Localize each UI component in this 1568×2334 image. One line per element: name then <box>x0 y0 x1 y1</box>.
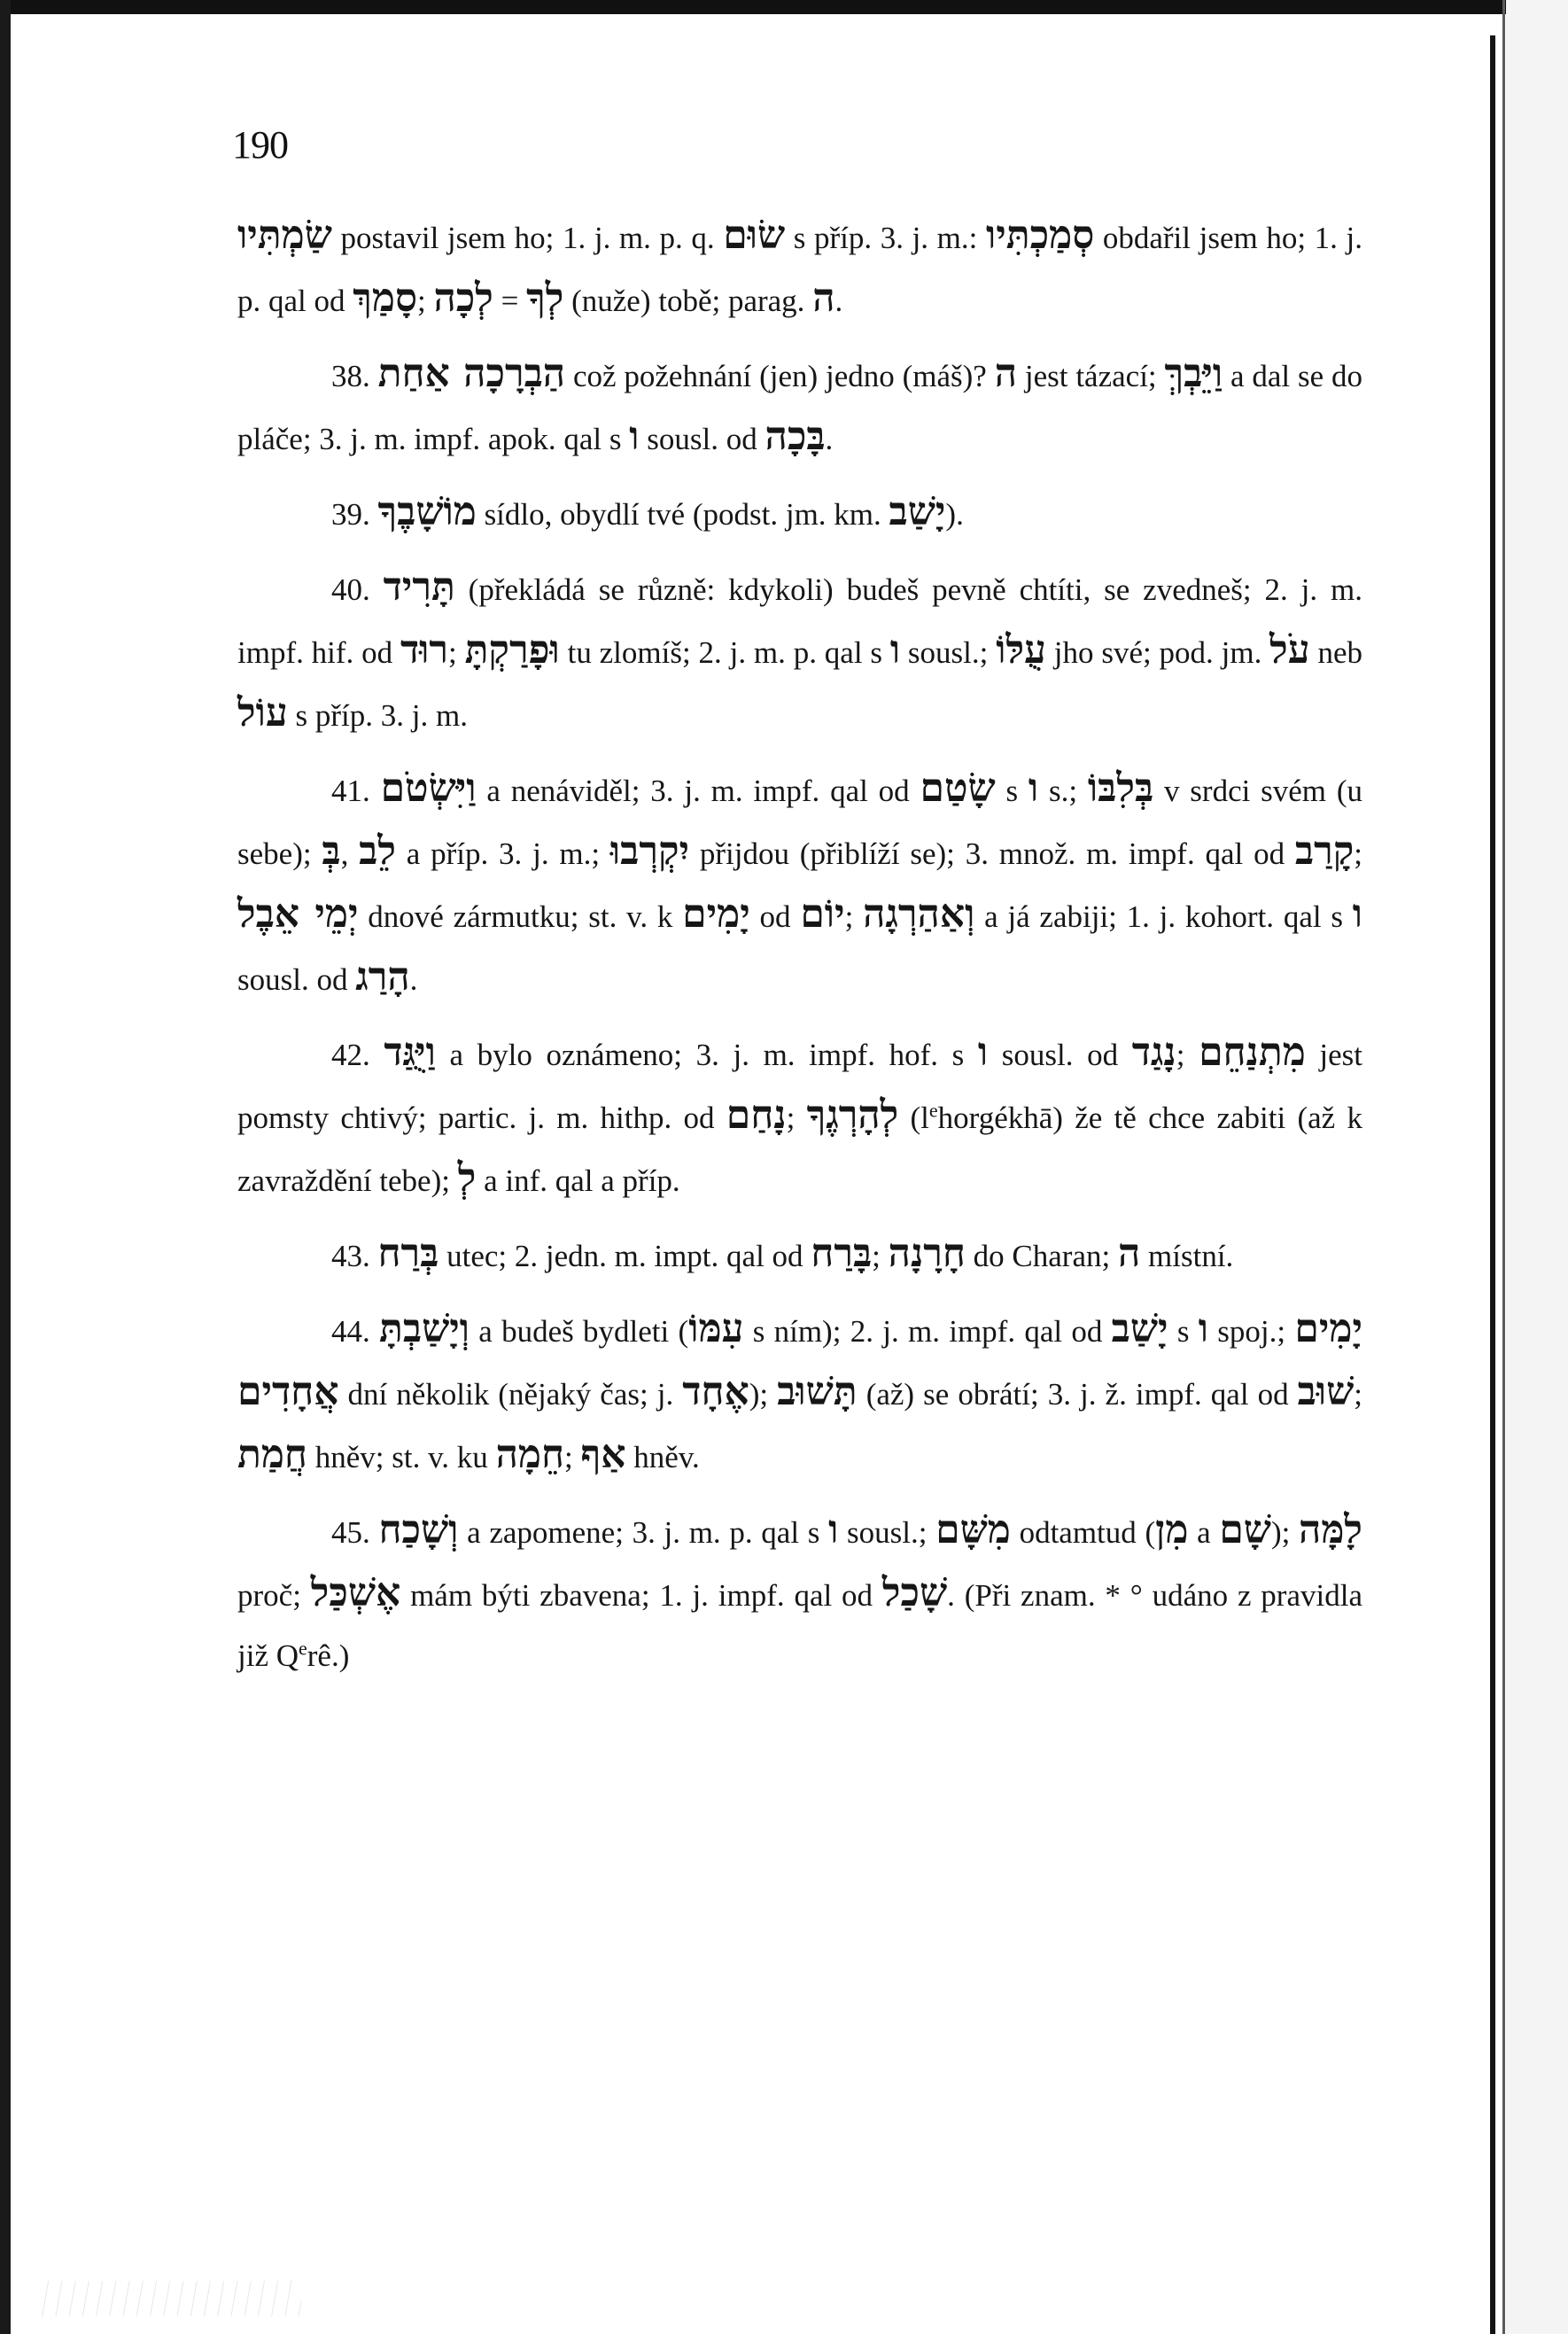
hebrew-word: שָׂטַם <box>920 766 996 811</box>
text-run: což požehnání (jen) jedno (máš)? <box>565 359 995 393</box>
text-run: jest pomsty chtivý; partic. j. m. hithp. od <box>237 1038 1363 1135</box>
hebrew-word: לְךָ <box>526 276 564 321</box>
paragraph-45 <box>237 1500 1362 1686</box>
text-run: v srdci svém (u sebe); <box>237 774 1362 871</box>
page-number: 190 <box>232 123 288 167</box>
text-run: a dal se do pláče; 3. j. m. impf. apok. qal s <box>237 359 1362 456</box>
hebrew-word: בְּרַח <box>377 1231 439 1276</box>
hebrew-word: שׁוּב <box>1297 1369 1355 1414</box>
hebrew-word: וְאַהַרְגָה <box>863 891 975 937</box>
hebrew-word: ו <box>977 1030 989 1075</box>
text-run: (l <box>898 1101 929 1135</box>
text-run: ; <box>1354 836 1362 871</box>
text-run: ; <box>844 899 864 934</box>
hebrew-word: אֶחָד <box>682 1369 749 1414</box>
paragraph-39 <box>237 482 1362 545</box>
text-run: 39. <box>331 497 378 532</box>
text-run: rê.) <box>307 1638 350 1673</box>
text-run: sídlo, obydlí tvé (podst. jm. km. <box>476 497 889 532</box>
hebrew-word: הָרַג <box>355 954 410 1000</box>
hebrew-word: עֹל <box>1269 627 1310 673</box>
hebrew-word: מִשָּׁם <box>935 1507 1011 1552</box>
text-run: s příp. 3. j. m.: <box>785 221 986 255</box>
text-run: 45. <box>331 1515 379 1550</box>
text-run: sousl. od <box>988 1038 1132 1072</box>
text-run: jest tázací; <box>1017 359 1165 393</box>
text-run: sousl. od <box>237 962 356 997</box>
text-run: . <box>409 962 418 997</box>
text-run: (nuže) tobě; parag. <box>563 284 813 318</box>
hebrew-word: בָּרַח <box>811 1231 873 1276</box>
text-run: 41. <box>331 774 381 808</box>
text-run: (překládá se různě: kdykoli) budeš pevně chtíti, se zvedneš; 2. j. m. impf. hif. od <box>237 572 1362 670</box>
text-run: horgékhā) že tě chce zabiti (až k zavraždění tebe); <box>237 1101 1362 1198</box>
hebrew-word: אֶשְׁכַּל <box>310 1570 401 1615</box>
hebrew-word: עֻלּוֹ <box>996 627 1046 673</box>
text-run: a inf. qal a příp. <box>476 1163 680 1198</box>
text-run: (až) se obrátí; 3. j. ž. impf. qal od <box>857 1377 1298 1412</box>
text-run: tu zlomíš; 2. j. m. p. qal s <box>559 635 890 670</box>
hebrew-word: לְכָה <box>433 276 493 321</box>
hebrew-word: וַיֵּבְךְּ <box>1164 351 1223 396</box>
text-run: . <box>834 284 843 318</box>
text-run: obdařil jsem ho; 1. j. p. qal od <box>237 221 1362 318</box>
hebrew-word: יוֹם <box>800 891 845 937</box>
hebrew-word: שָׁכַל <box>881 1570 948 1615</box>
scan-edge-right-line <box>1490 35 1495 2334</box>
hebrew-word: רוּד <box>400 627 449 673</box>
hebrew-word: ה <box>1117 1231 1141 1276</box>
text-run: a zapomene; 3. j. m. p. qal s <box>458 1515 829 1550</box>
hebrew-word: לֵב <box>359 829 396 874</box>
text-run: a budeš bydleti ( <box>470 1314 689 1349</box>
hebrew-word: ו <box>889 627 901 673</box>
hebrew-word: הַבְרָכָה אַחַת <box>377 351 566 396</box>
hebrew-word: וְשָׁכַח <box>378 1507 459 1552</box>
hebrew-word: וּפָרַקְתָּ <box>464 627 560 673</box>
hebrew-word: מוֹשָׁבֶךָ <box>377 489 477 534</box>
hebrew-word: ו <box>629 414 640 459</box>
text-run: ). <box>945 497 964 532</box>
text-run: s <box>995 774 1029 808</box>
hebrew-word: ה <box>994 351 1018 396</box>
text-run: ; <box>786 1101 807 1135</box>
text-run: 38. <box>331 359 378 393</box>
hebrew-word: יָשַׁב <box>889 489 946 534</box>
text-run: ; <box>1176 1038 1199 1072</box>
hebrew-word: נָגַד <box>1131 1030 1176 1075</box>
hebrew-word: עִמּוֹ <box>688 1306 744 1351</box>
hebrew-word: ו <box>828 1507 839 1552</box>
text-run: s ním); 2. j. m. impf. qal od <box>743 1314 1112 1349</box>
text-run: sousl. od <box>639 422 765 456</box>
hebrew-word: בְּלִבּוֹ <box>1087 766 1154 811</box>
text-run: ); <box>749 1377 778 1412</box>
text-run: ; <box>417 284 434 318</box>
text-run: 43. <box>331 1239 378 1273</box>
hebrew-word: ו <box>1352 891 1362 937</box>
hebrew-word: וַיֻּגַּד <box>384 1030 436 1075</box>
text-run: sousl.; <box>838 1515 936 1550</box>
text-run: 40. <box>331 572 384 607</box>
hebrew-word: עוֹל <box>237 690 288 735</box>
text-run: s.; <box>1038 774 1088 808</box>
text-run: od <box>749 899 801 934</box>
text-run: a příp. 3. j. m.; <box>395 836 610 871</box>
scan-noise <box>35 2281 301 2316</box>
text-run: utec; 2. jedn. m. impt. qal od <box>439 1239 811 1273</box>
text-run: a já zabiji; 1. j. kohort. qal s <box>974 899 1353 934</box>
paragraph-37 <box>237 206 1362 331</box>
hebrew-word: חֵמָה <box>495 1432 564 1477</box>
hebrew-word: סְמַכְתִּיו <box>985 213 1095 258</box>
text-run: 42. <box>331 1038 384 1072</box>
scan-edge-right-line-thin <box>1502 0 1505 2334</box>
text-run: postavil jsem ho; 1. j. m. p. q. <box>331 221 724 255</box>
text-run: do Charan; <box>965 1239 1118 1273</box>
text-run: přijdou (přiblíží se); 3. množ. m. impf. qal od <box>689 836 1295 871</box>
hebrew-word: תָּרִיד <box>383 564 455 610</box>
page-body <box>237 206 1362 1699</box>
text-run: = <box>493 284 527 318</box>
text-run: ; <box>1354 1377 1362 1412</box>
hebrew-word: ו <box>1198 1306 1209 1351</box>
hebrew-word: קָרַב <box>1294 829 1355 874</box>
hebrew-word: מִתְנַחֵם <box>1199 1030 1306 1075</box>
hebrew-word: מִן <box>1155 1507 1189 1552</box>
hebrew-word: אַף <box>580 1432 626 1477</box>
hebrew-word: חֲמַת <box>237 1432 307 1477</box>
hebrew-word: יָמִים אֲחָדִים <box>237 1306 1363 1414</box>
text-run: s <box>1168 1314 1199 1349</box>
hebrew-word: יָשַׁב <box>1111 1306 1168 1351</box>
hebrew-word: יְמֵי אֵבֶל <box>237 891 359 937</box>
text-run: . (Při znam. * ° udáno z pravidla již Q <box>237 1578 1362 1673</box>
paragraph-38 <box>237 344 1362 470</box>
hebrew-word: וְיָשַׁבְתָּ <box>379 1306 470 1351</box>
paragraph-43 <box>237 1224 1362 1287</box>
hebrew-word: ו <box>1028 766 1039 811</box>
hebrew-word: ה <box>812 276 835 321</box>
text-run: hněv; st. v. ku <box>307 1440 496 1474</box>
text-run: ; <box>564 1440 581 1474</box>
text-run: neb <box>1309 635 1363 670</box>
text-run: proč; <box>237 1578 311 1613</box>
text-run: 44. <box>331 1314 380 1349</box>
text-run: a bylo oznámeno; 3. j. m. impf. hof. s <box>435 1038 978 1072</box>
text-run: jho své; pod. jm. <box>1045 635 1270 670</box>
hebrew-word: לָמָּה <box>1299 1507 1363 1552</box>
superscript-letter: e <box>928 1099 938 1122</box>
text-run: ; <box>872 1239 889 1273</box>
text-run: ; <box>448 635 465 670</box>
paragraph-42 <box>237 1023 1362 1211</box>
hebrew-word: יִקְרְבוּ <box>609 829 690 874</box>
text-run: s příp. 3. j. m. <box>287 698 468 733</box>
hebrew-word: תָּשׁוּב <box>777 1369 858 1414</box>
text-run: , <box>340 836 360 871</box>
paragraph-41 <box>237 759 1362 1010</box>
hebrew-word: לְ <box>457 1155 477 1201</box>
text-run: spoj.; <box>1208 1314 1295 1349</box>
text-run: ); <box>1270 1515 1300 1550</box>
hebrew-word: וַיִּשְׂטֹם <box>380 766 477 811</box>
scan-edge-left <box>0 0 11 2334</box>
paragraph-44 <box>237 1299 1362 1488</box>
text-run: sousl.; <box>900 635 997 670</box>
hebrew-word: בְּ <box>322 829 341 874</box>
paragraph-40 <box>237 557 1362 746</box>
hebrew-word: נָחַם <box>726 1093 787 1138</box>
hebrew-word: סָמַךְ <box>353 276 417 321</box>
text-run: odtamtud ( <box>1010 1515 1156 1550</box>
text-run: místní. <box>1140 1239 1234 1273</box>
hebrew-word: חָרָנָה <box>888 1231 966 1276</box>
hebrew-word: שׂוּם <box>723 213 786 258</box>
text-run: a <box>1188 1515 1220 1550</box>
superscript-letter: e <box>299 1637 307 1660</box>
scan-edge-right-strip <box>1506 0 1568 2334</box>
text-run: dnové zármutku; st. v. k <box>358 899 683 934</box>
hebrew-word: בָּכָה <box>765 414 826 459</box>
hebrew-word: יָמִים <box>682 891 750 937</box>
text-run: hněv. <box>625 1440 700 1474</box>
text-run: . <box>825 422 834 456</box>
text-run: a nenáviděl; 3. j. m. impf. qal od <box>476 774 920 808</box>
hebrew-word: לְהָרְגֶךָ <box>806 1093 899 1138</box>
hebrew-word: שָׁם <box>1219 1507 1271 1552</box>
text-run: dní několik (nějaký čas; j. <box>338 1377 683 1412</box>
text-run: mám býti zbavena; 1. j. impf. qal od <box>400 1578 882 1613</box>
hebrew-word: שַׂמְתִּיו <box>237 213 332 258</box>
scan-edge-top <box>0 0 1568 14</box>
